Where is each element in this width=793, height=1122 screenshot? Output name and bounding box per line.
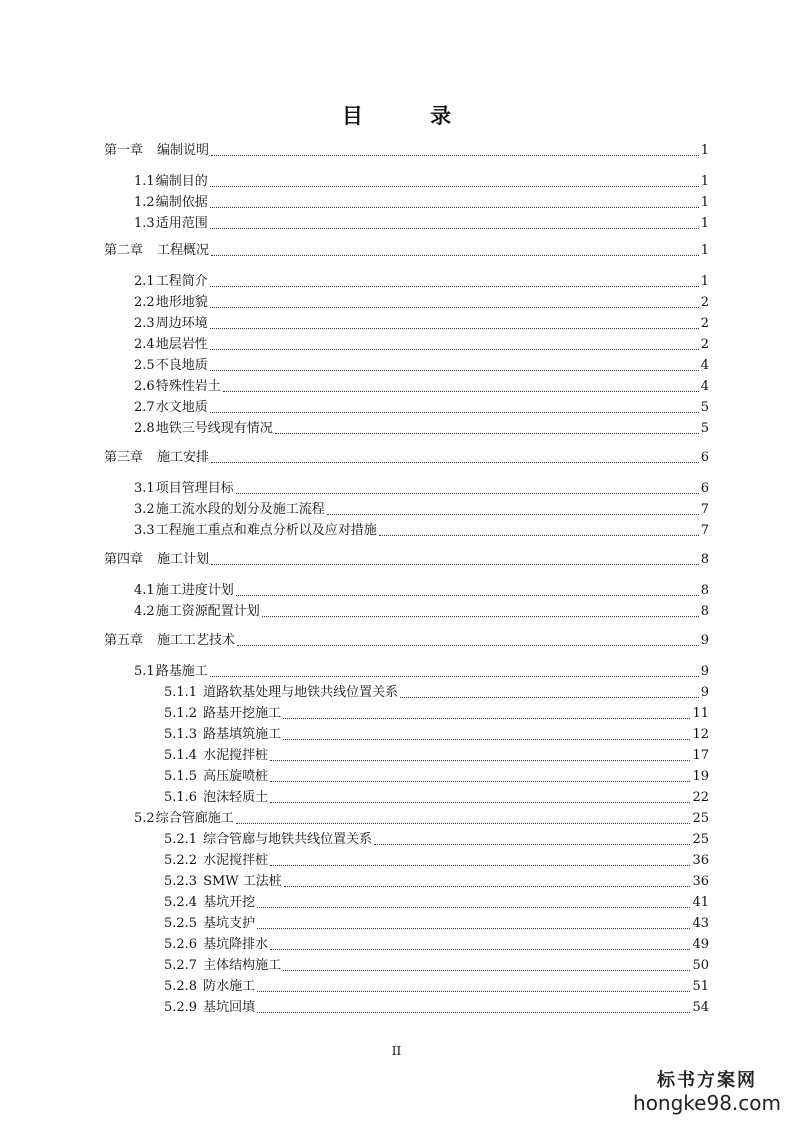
toc-entry-label: 路基开挖施工 <box>203 706 282 721</box>
toc-page-number: 25 <box>692 811 709 826</box>
toc-section-row[interactable] <box>134 195 709 211</box>
toc-page-number: 4 <box>700 379 709 394</box>
toc-entry-number: 2.3 <box>134 316 155 331</box>
toc-dot-leader <box>210 370 699 371</box>
toc-section-row[interactable] <box>134 316 709 332</box>
toc-page-number: 36 <box>692 874 709 889</box>
toc-dot-leader <box>374 844 690 845</box>
toc-entry-label: 高压旋喷桩 <box>203 769 269 784</box>
toc-dot-leader <box>327 514 699 515</box>
toc-dot-leader <box>275 433 699 434</box>
toc-dot-leader <box>236 823 691 824</box>
toc-section-row[interactable] <box>134 421 709 437</box>
toc-page-number: 22 <box>692 790 709 805</box>
toc-subsection-row[interactable] <box>164 706 709 722</box>
toc-page-number: 8 <box>700 604 709 619</box>
toc-chapter-row[interactable] <box>104 552 709 568</box>
toc-entry-label: 工程简介 <box>155 274 208 289</box>
toc-entry-label: 水泥搅拌桩 <box>203 853 269 868</box>
toc-dot-leader <box>237 645 699 646</box>
toc-dot-leader <box>283 718 690 719</box>
toc-dot-leader <box>270 865 690 866</box>
toc-dot-leader <box>210 228 699 229</box>
toc-page-number: 9 <box>700 633 709 648</box>
toc-subsection-row[interactable] <box>164 769 709 785</box>
toc-subsection-row[interactable] <box>164 958 709 974</box>
toc-entry-number: 5.2.2 <box>164 853 198 868</box>
toc-page-number: 8 <box>700 552 709 567</box>
toc-section-row[interactable] <box>134 379 709 395</box>
toc-section-row[interactable] <box>134 174 709 190</box>
toc-dot-leader <box>283 970 690 971</box>
toc-entry-label: 特殊性岩土 <box>155 379 221 394</box>
toc-entry-number: 2.2 <box>134 295 155 310</box>
toc-entry-label: SMW 工法桩 <box>203 874 282 889</box>
toc-entry-label: 基坑支护 <box>203 916 256 931</box>
watermark-text: 标书方案网 <box>657 1070 757 1091</box>
toc-entry-number: 2.4 <box>134 337 155 352</box>
toc-page-number: 36 <box>692 853 709 868</box>
toc-subsection-row[interactable] <box>164 979 709 995</box>
toc-dot-leader <box>257 907 690 908</box>
toc-dot-leader <box>210 349 699 350</box>
toc-entry-number: 1.3 <box>134 216 155 231</box>
toc-subsection-row[interactable] <box>164 727 709 743</box>
toc-dot-leader <box>211 462 699 463</box>
toc-dot-leader <box>379 535 699 536</box>
toc-dot-leader <box>236 493 699 494</box>
toc-entry-label: 地铁三号线现有情况 <box>155 421 273 436</box>
toc-entry-number: 2.6 <box>134 379 155 394</box>
toc-entry-number: 3.2 <box>134 502 155 517</box>
toc-page-number: 2 <box>700 295 709 310</box>
toc-page-number: 25 <box>692 832 709 847</box>
toc-entry-number: 第一章 <box>104 143 144 158</box>
toc-subsection-row[interactable] <box>164 790 709 806</box>
toc-entry-label: 编制依据 <box>155 195 208 210</box>
toc-entry-label: 工程施工重点和难点分析以及应对措施 <box>155 523 377 538</box>
toc-entry-number: 1.2 <box>134 195 155 210</box>
toc-dot-leader <box>257 928 690 929</box>
toc-dot-leader <box>210 286 699 287</box>
toc-dot-leader <box>270 802 690 803</box>
toc-entry-label: 编制目的 <box>155 174 208 189</box>
toc-entry-label: 地形地貌 <box>155 295 208 310</box>
toc-page-number: 1 <box>700 174 709 189</box>
toc-entry-label: 施工资源配置计划 <box>155 604 260 619</box>
toc-dot-leader <box>210 676 699 677</box>
toc-entry-number: 5.1.1 <box>164 685 198 700</box>
toc-page-number: 4 <box>700 358 709 373</box>
toc-chapter-row[interactable] <box>104 450 709 466</box>
toc-entry-number: 5.2.5 <box>164 916 198 931</box>
toc-page-number: 50 <box>692 958 709 973</box>
toc-entry-label: 路基填筑施工 <box>203 727 282 742</box>
toc-dot-leader <box>210 307 699 308</box>
toc-entry-label: 道路软基处理与地铁共线位置关系 <box>203 685 399 700</box>
toc-entry-number: 3.1 <box>134 481 155 496</box>
toc-entry-number: 5.1.2 <box>164 706 198 721</box>
toc-entry-label: 地层岩性 <box>155 337 208 352</box>
toc-page-number: 7 <box>700 523 709 538</box>
toc-section-row[interactable] <box>134 216 709 232</box>
toc-entry-label: 基坑回填 <box>203 1000 256 1015</box>
toc-entry-label: 不良地质 <box>155 358 208 373</box>
toc-section-row[interactable] <box>134 664 709 680</box>
toc-page-number: 6 <box>700 481 709 496</box>
toc-entry-label: 防水施工 <box>203 979 256 994</box>
toc-subsection-row[interactable] <box>164 874 709 890</box>
toc-dot-leader <box>211 564 699 565</box>
toc-subsection-row[interactable] <box>164 748 709 764</box>
toc-entry-number: 2.7 <box>134 400 155 415</box>
toc-section-row[interactable] <box>134 400 709 416</box>
toc-page-number: 6 <box>700 450 709 465</box>
toc-entry-label: 水文地质 <box>155 400 208 415</box>
toc-entry-number: 5.1 <box>134 664 155 679</box>
toc-entry-number: 1.1 <box>134 174 155 189</box>
toc-page-number: 2 <box>700 316 709 331</box>
toc-dot-leader <box>223 391 699 392</box>
toc-section-row[interactable] <box>134 295 709 311</box>
toc-section-row[interactable] <box>134 523 709 539</box>
toc-subsection-row[interactable] <box>164 832 709 848</box>
toc-entry-label: 基坑开挖 <box>203 895 256 910</box>
page-title: 目 录 <box>341 103 482 128</box>
toc-page-number: 8 <box>700 583 709 598</box>
toc-entry-label: 项目管理目标 <box>155 481 234 496</box>
toc-entry-label: 综合管廊施工 <box>155 811 234 826</box>
toc-page-number: 2 <box>700 337 709 352</box>
toc-entry-number: 2.8 <box>134 421 155 436</box>
toc-section-row[interactable] <box>134 274 709 290</box>
toc-section-row[interactable] <box>134 811 709 827</box>
toc-entry-number: 第三章 <box>104 450 144 465</box>
toc-dot-leader <box>211 155 699 156</box>
toc-page-number: 51 <box>692 979 709 994</box>
toc-subsection-row[interactable] <box>164 916 709 932</box>
toc-entry-number: 2.5 <box>134 358 155 373</box>
toc-entry-number: 5.2.8 <box>164 979 198 994</box>
toc-entry-label: 施工计划 <box>157 552 210 567</box>
toc-entry-number: 5.1.3 <box>164 727 198 742</box>
toc-entry-number: 5.2.9 <box>164 1000 198 1015</box>
toc-page-number: 43 <box>692 916 709 931</box>
watermark <box>633 1066 781 1114</box>
toc-subsection-row[interactable] <box>164 895 709 911</box>
toc-dot-leader <box>283 739 690 740</box>
toc-entry-label: 基坑降排水 <box>203 937 269 952</box>
toc-entry-label: 施工进度计划 <box>155 583 234 598</box>
toc-page-number: 9 <box>700 685 709 700</box>
toc-dot-leader <box>211 255 699 256</box>
toc-page-number: 17 <box>692 748 709 763</box>
toc-entry-label: 适用范围 <box>155 216 208 231</box>
toc-chapter-row[interactable] <box>104 633 709 649</box>
toc-entry-number: 5.2.1 <box>164 832 198 847</box>
toc-entry-label: 施工流水段的划分及施工流程 <box>155 502 325 517</box>
watermark-url: hongke98.com <box>633 1091 781 1115</box>
toc-section-row[interactable] <box>134 358 709 374</box>
toc-dot-leader <box>270 760 690 761</box>
toc-section-row[interactable] <box>134 604 709 620</box>
toc-dot-leader <box>400 697 699 698</box>
toc-entry-label: 水泥搅拌桩 <box>203 748 269 763</box>
toc-dot-leader <box>257 1012 690 1013</box>
toc-entry-number: 5.2.7 <box>164 958 198 973</box>
toc-entry-label: 泡沫轻质土 <box>203 790 269 805</box>
toc-entry-label: 综合管廊与地铁共线位置关系 <box>203 832 373 847</box>
toc-entry-number: 5.2.4 <box>164 895 198 910</box>
toc-page-number: 9 <box>700 664 709 679</box>
toc-section-row[interactable] <box>134 502 709 518</box>
toc-entry-number: 第二章 <box>104 243 144 258</box>
toc-dot-leader <box>262 616 699 617</box>
toc-entry-number: 5.2.6 <box>164 937 198 952</box>
toc-entry-number: 5.1.6 <box>164 790 198 805</box>
toc-entry-number: 第五章 <box>104 633 144 648</box>
toc-subsection-row[interactable] <box>164 1000 709 1016</box>
toc-entry-number: 4.2 <box>134 604 155 619</box>
toc-page-number: 19 <box>692 769 709 784</box>
toc-entry-number: 第四章 <box>104 552 144 567</box>
toc-entry-label: 施工安排 <box>157 450 210 465</box>
toc-entry-label: 路基施工 <box>155 664 208 679</box>
toc-page-number: 7 <box>700 502 709 517</box>
toc-subsection-row[interactable] <box>164 937 709 953</box>
toc-entry-number: 5.1.5 <box>164 769 198 784</box>
toc-entry-number: 5.1.4 <box>164 748 198 763</box>
toc-dot-leader <box>210 186 699 187</box>
toc-entry-label: 工程概况 <box>157 243 210 258</box>
toc-page-number: 12 <box>692 727 709 742</box>
toc-dot-leader <box>270 949 690 950</box>
toc-page-number: 11 <box>692 706 709 721</box>
toc-entry-label: 周边环境 <box>155 316 208 331</box>
toc-section-row[interactable] <box>134 337 709 353</box>
toc-entry-label: 施工工艺技术 <box>157 633 236 648</box>
toc-page-number: 1 <box>700 274 709 289</box>
toc-chapter-row[interactable] <box>104 243 709 259</box>
toc-subsection-row[interactable] <box>164 685 709 701</box>
toc-page-number: 5 <box>700 421 709 436</box>
toc-page-number: 1 <box>700 216 709 231</box>
toc-subsection-row[interactable] <box>164 853 709 869</box>
toc-entry-number: 2.1 <box>134 274 155 289</box>
toc-chapter-row[interactable] <box>104 143 709 159</box>
toc-page-number: 1 <box>700 243 709 258</box>
toc-dot-leader <box>284 886 691 887</box>
toc-entry-number: 3.3 <box>134 523 155 538</box>
toc-dot-leader <box>210 412 699 413</box>
toc-page-number: 1 <box>700 143 709 158</box>
toc-page-number: 1 <box>700 195 709 210</box>
toc-dot-leader <box>270 781 690 782</box>
toc-dot-leader <box>210 328 699 329</box>
page-number: II <box>391 1044 402 1058</box>
toc-entry-number: 4.1 <box>134 583 155 598</box>
toc-page-number: 49 <box>692 937 709 952</box>
toc-section-row[interactable] <box>134 583 709 599</box>
toc-entry-number: 5.2.3 <box>164 874 198 889</box>
toc-entry-label: 编制说明 <box>157 143 210 158</box>
toc-page-number: 5 <box>700 400 709 415</box>
toc-page-number: 54 <box>692 1000 709 1015</box>
toc-dot-leader <box>210 207 699 208</box>
toc-dot-leader <box>257 991 690 992</box>
toc-dot-leader <box>236 595 699 596</box>
toc-entry-number: 5.2 <box>134 811 155 826</box>
toc-page-number: 41 <box>692 895 709 910</box>
toc-entry-label: 主体结构施工 <box>203 958 282 973</box>
toc-section-row[interactable] <box>134 481 709 497</box>
